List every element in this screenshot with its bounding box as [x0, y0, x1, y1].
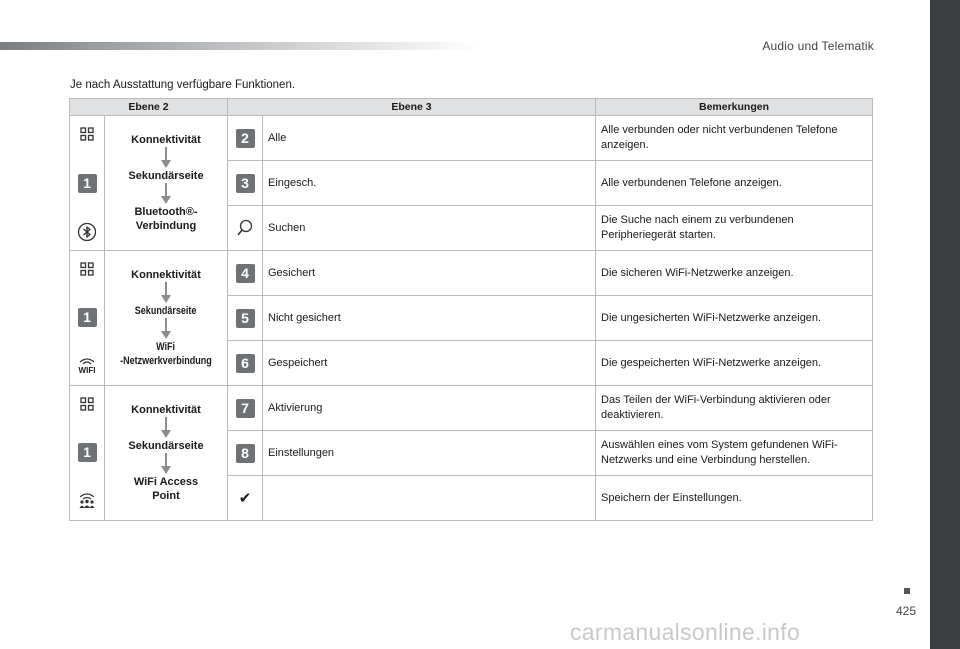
header-remarks: Bemerkungen [596, 99, 873, 116]
step-badge: 8 [236, 444, 255, 463]
level2-label: Sekundärseite [128, 170, 204, 182]
down-arrow-icon [161, 183, 171, 205]
level3-cell: Gesichert [263, 251, 596, 296]
page-marker [904, 588, 910, 594]
down-arrow-icon [161, 147, 171, 169]
badge-cell [228, 386, 263, 431]
level3-cell: Alle [263, 116, 596, 161]
remark-cell: Die gespeicherten WiFi-Netzwerke anzeigen. [596, 341, 873, 386]
level2-cell [105, 386, 228, 521]
down-arrow-icon [161, 282, 171, 304]
header-level2: Ebene 2 [70, 99, 228, 116]
step-badge: 6 [236, 354, 255, 373]
step-badge: 5 [236, 309, 255, 328]
down-arrow-icon [161, 417, 171, 439]
remark-cell: Das Teilen der WiFi-Verbindung aktivieren oder deaktivieren. [596, 386, 873, 431]
step-badge: 2 [236, 129, 255, 148]
table-row [70, 251, 873, 296]
level3-cell [263, 476, 596, 521]
remark-cell: Die ungesicherten WiFi-Netzwerke anzeigen. [596, 296, 873, 341]
level2-label: Point [152, 490, 180, 502]
remark-cell: Die Suche nach einem zu verbundenen Peripheriegerät starten. [596, 206, 873, 251]
step-badge: 1 [78, 443, 97, 462]
remark-cell: Die sicheren WiFi-Netzwerke anzeigen. [596, 251, 873, 296]
section-title: Audio und Telematik [762, 39, 874, 53]
search-icon [235, 218, 255, 238]
group-icon-cell [70, 251, 105, 386]
step-badge: 3 [236, 174, 255, 193]
step-badge: 7 [236, 399, 255, 418]
level3-cell: Eingesch. [263, 161, 596, 206]
level2-label: Konnektivität [131, 269, 201, 281]
icon-cell [228, 476, 263, 521]
bluetooth-icon [77, 222, 97, 242]
down-arrow-icon [161, 318, 171, 340]
badge-cell [228, 296, 263, 341]
grid-icon [77, 394, 97, 414]
level2-label: Konnektivität [131, 404, 201, 416]
level3-cell: Aktivierung [263, 386, 596, 431]
badge-cell [228, 251, 263, 296]
hotspot-users-icon [77, 490, 97, 512]
level3-cell: Einstellungen [263, 431, 596, 476]
grid-icon [77, 124, 97, 144]
level2-label: -Netzwerkverbindung [120, 355, 212, 367]
remark-cell: Alle verbunden oder nicht verbundenen Telefone anzeigen. [596, 116, 873, 161]
badge-cell [228, 161, 263, 206]
badge-cell [228, 341, 263, 386]
grid-icon [77, 259, 97, 279]
down-arrow-icon [161, 453, 171, 475]
level2-cell [105, 116, 228, 251]
level2-label: Konnektivität [131, 134, 201, 146]
level3-cell: Gespeichert [263, 341, 596, 386]
level2-label: WiFi [156, 341, 176, 353]
step-badge: 1 [78, 174, 97, 193]
wifi-icon-label: WIFI [78, 366, 96, 375]
table-row [70, 386, 873, 431]
header-gradient-bar [0, 42, 480, 50]
remark-cell: Auswählen eines vom System gefundenen WiFi-Netzwerks und eine Verbindung herstellen. [596, 431, 873, 476]
table-header-row [70, 99, 873, 116]
level2-label: Sekundärseite [128, 440, 204, 452]
level2-label: WiFi Access [133, 476, 199, 488]
level2-label: Sekundärseite [135, 305, 197, 317]
level2-cell [105, 251, 228, 386]
checkmark-icon: ✔ [238, 490, 252, 507]
icon-cell [228, 206, 263, 251]
level3-cell: Suchen [263, 206, 596, 251]
header-level3: Ebene 3 [228, 99, 596, 116]
watermark: carmanualsonline.info [570, 619, 801, 645]
page-number: 425 [895, 604, 916, 618]
table-row [70, 116, 873, 161]
level2-label: Bluetooth®- [134, 206, 198, 218]
remark-cell: Speichern der Einstellungen. [596, 476, 873, 521]
wifi-icon [77, 355, 97, 377]
level3-cell: Nicht gesichert [263, 296, 596, 341]
level2-label: Verbindung [135, 220, 197, 232]
remark-cell: Alle verbundenen Telefone anzeigen. [596, 161, 873, 206]
right-sidebar-strip [930, 0, 960, 649]
badge-cell [228, 431, 263, 476]
group-icon-cell [70, 116, 105, 251]
step-badge: 4 [236, 264, 255, 283]
function-table [69, 98, 873, 521]
intro-text: Je nach Ausstattung verfügbare Funktionen. [70, 79, 296, 91]
group-icon-cell [70, 386, 105, 521]
step-badge: 1 [78, 308, 97, 327]
badge-cell [228, 116, 263, 161]
